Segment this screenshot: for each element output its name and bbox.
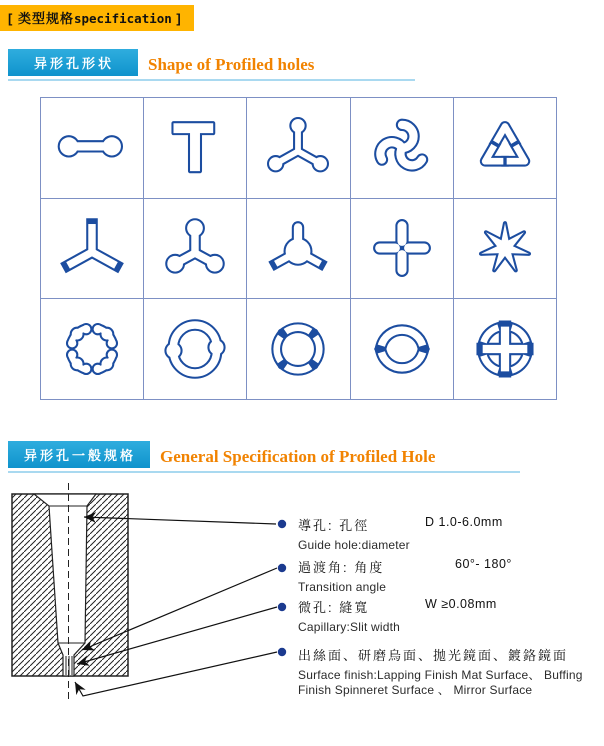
spec-bullets <box>278 520 286 656</box>
spec-label-en: Transition angle <box>298 580 387 594</box>
arc-segment-quad-shape-icon <box>254 306 342 392</box>
spec-label-zh: 過渡角: 角度 <box>298 560 385 575</box>
shape-cell-triangle-segments <box>454 98 556 198</box>
page-tag <box>0 5 194 31</box>
shape-cell-trilobal-round-core <box>247 199 349 299</box>
shape-cell-trilobal-y <box>41 199 143 299</box>
section-title-zh: 异形孔形状 <box>8 49 138 76</box>
bullet-icon <box>278 520 286 528</box>
triangle-segments-shape-icon <box>461 105 549 191</box>
shape-cell-trilobal-petal <box>144 199 246 299</box>
trilobal-y-shape-icon <box>48 205 136 291</box>
spec-value: 60°- 180° <box>455 557 512 571</box>
bullet-icon <box>278 648 286 656</box>
profiled-holes-grid <box>40 97 557 400</box>
t-slot-shape-icon <box>151 105 239 191</box>
section-title-en: Shape of Profiled holes <box>148 55 315 74</box>
tag-close: ] <box>171 11 182 26</box>
spec-value: D 1.0-6.0mm <box>425 515 503 529</box>
split-ring-pair-shape-icon <box>358 306 446 392</box>
star-seven-shape-icon <box>461 205 549 291</box>
spec-label-en: Capillary:Slit width <box>298 620 401 634</box>
trilobal-ball-end-shape-icon <box>254 105 342 191</box>
spec-item-2 <box>298 597 604 635</box>
shape-cell-arc-segment-quad <box>247 299 349 399</box>
wheel-cross-shape-icon <box>461 306 549 392</box>
hole-cross-section-diagram <box>0 480 604 746</box>
bullet-icon <box>278 564 286 572</box>
spec-item-0 <box>298 515 604 553</box>
shape-cell-star-seven <box>454 199 556 299</box>
section-title-zh: 异形孔一般规格 <box>8 441 150 468</box>
shape-cell-cross-capsule <box>351 199 453 299</box>
hook-arc-pair-shape-icon <box>151 306 239 392</box>
spec-label-zh: 出絲面、研磨烏面、拋光鏡面、鍍鉻鏡面 <box>298 648 569 663</box>
dog-bone-shape-icon <box>48 105 136 191</box>
shape-cell-dog-bone <box>41 98 143 198</box>
shape-cell-triskelion-swirl <box>351 98 453 198</box>
section-title-en: General Specification of Profiled Hole <box>160 447 436 466</box>
spec-label-zh: 導孔: 孔徑 <box>298 518 370 533</box>
shape-cell-t-slot <box>144 98 246 198</box>
spec-label-zh: 微孔: 縫寬 <box>298 600 370 615</box>
shape-cell-split-ring-pair <box>351 299 453 399</box>
wavy-arc-quad-shape-icon <box>48 306 136 392</box>
shape-cell-trilobal-ball-end <box>247 98 349 198</box>
bullet-icon <box>278 603 286 611</box>
trilobal-petal-shape-icon <box>151 205 239 291</box>
tag-open: [ <box>8 11 18 26</box>
trilobal-round-core-shape-icon <box>254 205 342 291</box>
tag-zh: 类型规格 <box>17 11 74 26</box>
section-header-general-spec <box>8 441 520 473</box>
spec-item-1 <box>298 557 604 595</box>
shape-cell-hook-arc-pair <box>144 299 246 399</box>
spec-value: W ≥0.08mm <box>425 597 497 611</box>
shape-cell-wheel-cross <box>454 299 556 399</box>
cross-capsule-shape-icon <box>358 205 446 291</box>
shape-cell-wavy-arc-quad <box>41 299 143 399</box>
spec-item-3 <box>298 645 604 698</box>
triskelion-swirl-shape-icon <box>358 105 446 191</box>
tag-en: specification <box>73 11 172 26</box>
spec-label-en: Surface finish:Lapping Finish Mat Surface、 Buffing Finish Spinneret Surface 、 Mirror Surface <box>298 668 583 697</box>
section-header-shapes <box>8 49 415 81</box>
spec-label-en: Guide hole:diameter <box>298 538 410 552</box>
